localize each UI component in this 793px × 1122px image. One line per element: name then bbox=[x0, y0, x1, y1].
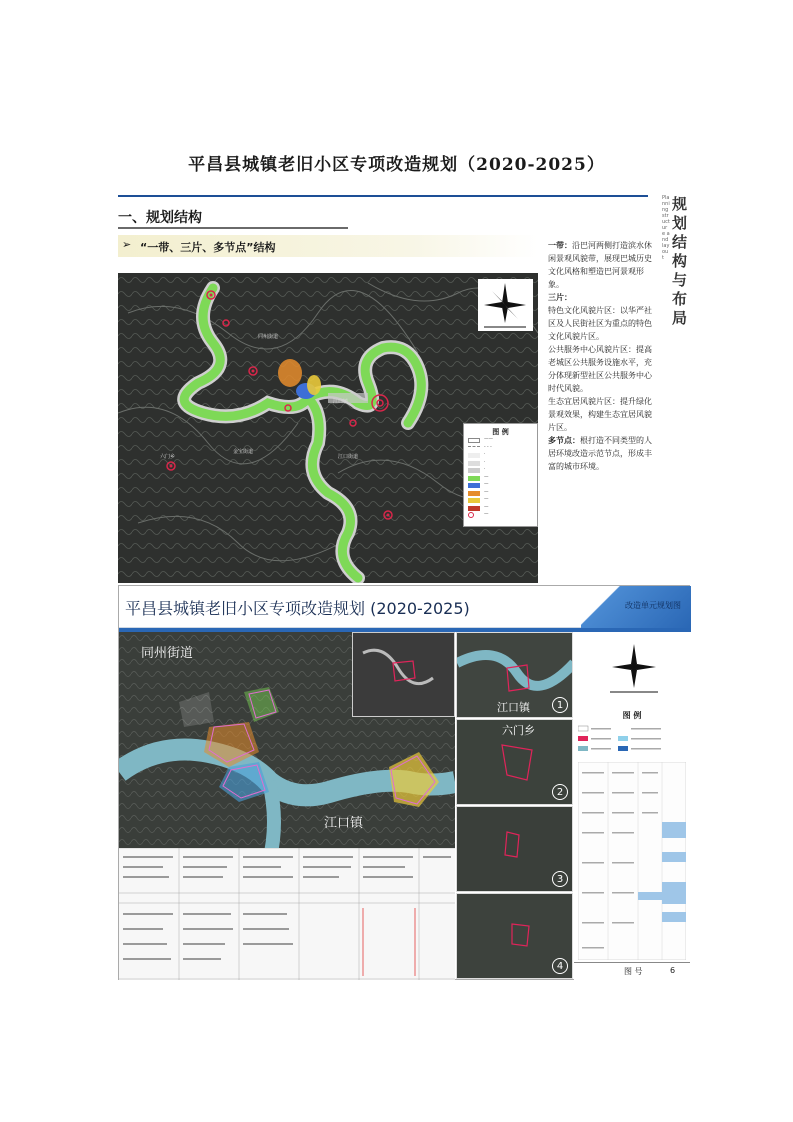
label-jinbao: 金宝街道 bbox=[233, 449, 254, 455]
thumbnail-2[interactable] bbox=[456, 719, 573, 805]
side-heading-chinese: 规划结构与布局 bbox=[672, 195, 688, 327]
label-jiangkou-town: 江口镇 bbox=[333, 399, 349, 405]
side-heading-english: Planning structure and layout bbox=[662, 195, 670, 261]
legend-title: 图 例 bbox=[492, 428, 509, 436]
structure-map[interactable] bbox=[118, 273, 538, 583]
legend-item-yellow-zone: — bbox=[468, 497, 533, 505]
desc-nodes: 多节点：根打造不同类型的人居环境改造示范节点，形成丰富的城市环境。 bbox=[548, 436, 652, 471]
lower-title: 平昌县城镇老旧小区专项改造规划 (2020-2025) bbox=[125, 599, 470, 618]
section-title: 一、规划结构 bbox=[118, 210, 202, 226]
sub-header-label: “一带、三片、多节点”结构 bbox=[140, 241, 276, 254]
desc-area-service: 公共服务中心风貌片区：提高老城区公共服务设施水平，充分体现新型社区公共服务中心时代风貌。 bbox=[548, 345, 652, 393]
label-jiangkou-street: 江口街道 bbox=[338, 454, 359, 460]
sub-header bbox=[118, 235, 538, 257]
legend-item: · bbox=[468, 467, 533, 475]
lower-header bbox=[119, 586, 691, 628]
legend-item: —— bbox=[468, 437, 533, 445]
thumb-number-4: 4 bbox=[552, 958, 568, 974]
legend-item-green-band: — bbox=[468, 475, 533, 483]
overview-inset-map[interactable] bbox=[352, 632, 455, 717]
label-jiangkou-town: 江口镇 bbox=[324, 816, 364, 831]
figure-label: 图 号 bbox=[624, 967, 643, 976]
compass-rose-icon bbox=[478, 279, 533, 331]
legend-column bbox=[574, 632, 690, 980]
compass-rose-icon bbox=[604, 640, 664, 695]
unit-thumbnails bbox=[456, 632, 573, 980]
plan-badge-label: 改造单元规划图 bbox=[625, 601, 681, 610]
desc-band: 一带：沿巴河两侧打造滨水休闲景观风貌带，展现巴城历史文化风格和塑造巴河景观形象。 bbox=[548, 241, 652, 289]
legend-swatches bbox=[578, 724, 686, 758]
thumb-number-2: 2 bbox=[552, 784, 568, 800]
thumb-label-jiangkou: 江口镇 bbox=[497, 701, 530, 714]
legend-item: - - - bbox=[468, 445, 533, 453]
inset-map-svg bbox=[353, 633, 455, 717]
legend-item: · bbox=[468, 452, 533, 460]
top-rule bbox=[118, 195, 648, 197]
thumbnail-3[interactable] bbox=[456, 806, 573, 892]
thumbnail-4[interactable] bbox=[456, 893, 573, 979]
figure-number-bar bbox=[574, 962, 690, 980]
label-liumen: 六门乡 bbox=[160, 454, 176, 460]
document-title: 平昌县城镇老旧小区专项改造规划（2020-2025） bbox=[188, 155, 605, 175]
desc-area-eco: 生态宜居风貌片区：提升绿化景观效果，构建生态宜居风貌片区。 bbox=[548, 397, 652, 432]
legend-item: · bbox=[468, 460, 533, 468]
structure-description bbox=[548, 239, 658, 473]
statistics-tables-svg bbox=[119, 848, 455, 980]
thumb-number-3: 3 bbox=[552, 871, 568, 887]
label-tongzhou: 同州街道 bbox=[258, 334, 279, 340]
statistics-tables bbox=[119, 848, 455, 980]
renovation-unit-plan-panel bbox=[118, 585, 690, 980]
section-underline bbox=[118, 227, 348, 229]
planning-structure-panel bbox=[118, 195, 688, 585]
legend-item-orange-zone: — bbox=[468, 490, 533, 498]
desc-three-areas: 三片： bbox=[548, 293, 572, 302]
thumbnail-1[interactable] bbox=[456, 632, 573, 718]
label-tongzhou-street: 同州街道 bbox=[141, 646, 194, 661]
thumb-number-1: 1 bbox=[552, 697, 568, 713]
desc-area-culture: 特色文化风貌片区：以华严社区及人民街社区为重点的特色文化风貌片区。 bbox=[548, 306, 652, 341]
arrow-icon: ➢ bbox=[122, 238, 132, 251]
plan-badge bbox=[581, 586, 691, 628]
legend-item-red-block: — bbox=[468, 505, 533, 513]
figure-number: 6 bbox=[670, 966, 676, 975]
legend-item-node: — bbox=[468, 512, 533, 520]
legend bbox=[463, 423, 538, 527]
legend-item-blue-zone: — bbox=[468, 482, 533, 490]
legend-title: 图 例 bbox=[622, 711, 642, 720]
side-heading bbox=[660, 195, 690, 335]
unit-statistics-table bbox=[578, 762, 686, 960]
thumb-label-liumen: 六门乡 bbox=[502, 724, 535, 737]
